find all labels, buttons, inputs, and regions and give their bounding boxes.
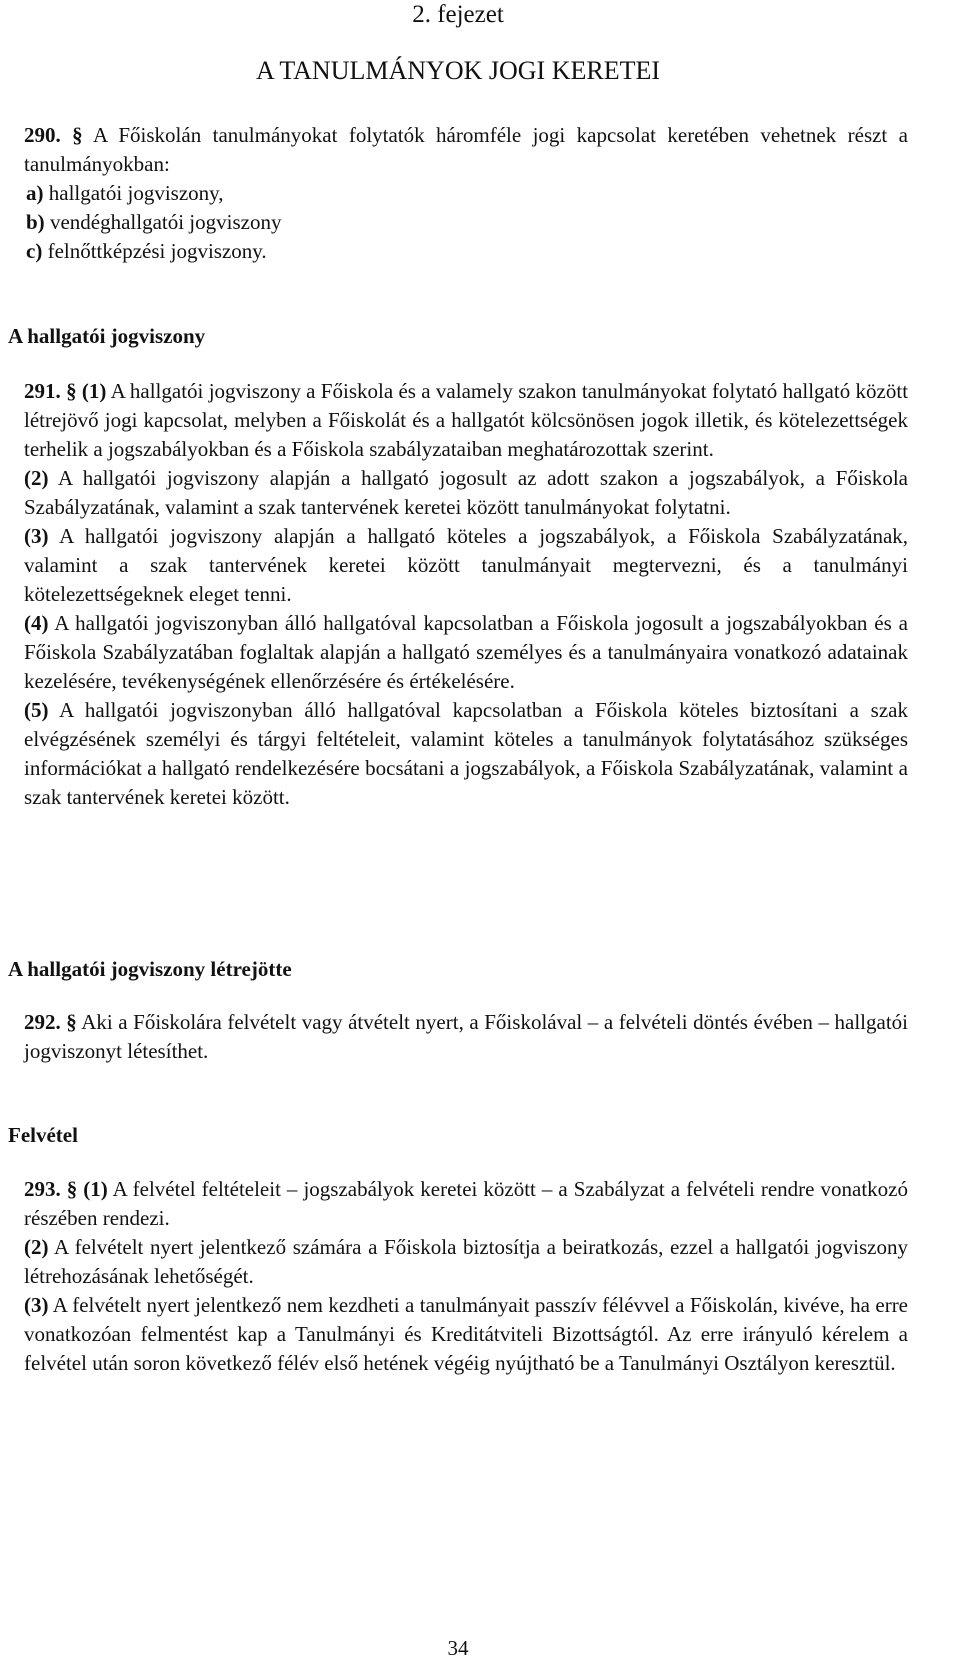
list-label: c)	[26, 239, 43, 263]
paragraph-text: A hallgatói jogviszonyban álló hallgatóval kapcsolatban a Főiskola köteles biztosítani a szak elvégzésének személyi és tárgyi feltételeit, valamint köteles a tanulmányok folytatásához szükséges információkat a hallgató rendelkezésére bocsátani a jogszabályok, a Főiskola Szabályzatának, valamint a szak tantervének keretei között.	[24, 698, 908, 809]
list-text: hallgatói jogviszony,	[48, 181, 224, 205]
paragraph-text: A hallgatói jogviszony alapján a hallgató köteles a jogszabályok, a Főiskola Szabályzatának, valamint a szak tantervének keretei között tanulmányait megtervezni, és a tanulmányi kötelezettségeknek eleget tenni.	[24, 524, 909, 606]
list-item	[8, 179, 908, 208]
paragraph	[8, 1233, 908, 1291]
chapter-label: 2. fejezet	[412, 1, 504, 28]
paragraph-number: (2)	[24, 1235, 49, 1259]
section-number: 290. §	[24, 123, 83, 147]
list-item	[8, 237, 908, 266]
section-292	[8, 1008, 908, 1066]
paragraph-text: A hallgatói jogviszonyban álló hallgatóval kapcsolatban a Főiskola jogosult a jogszabályokban és a Főiskola Szabályzatában foglaltak alapján a hallgató személyes és a tanulmányaira vonatkozó adatainak kezelésére, tevékenységének ellenőrzésére és értékelésére.	[24, 611, 909, 693]
section-291	[8, 377, 908, 812]
section-number: 292. §	[24, 1010, 77, 1034]
paragraph-number: (5)	[24, 698, 49, 722]
paragraph-number: (3)	[24, 1293, 49, 1317]
paragraph	[8, 696, 908, 812]
paragraph-text: A felvételt nyert jelentkező nem kezdheti a tanulmányait passzív félévvel a Főiskolán, kivéve, ha erre vonatkozóan felmentést kap a Tanulmányi és Kreditátviteli Bizottságtól. Az erre irányuló kérelem a felvétel után soron következő félév első hetének végéig nyújtható be a Tanulmányi Osztályon keresztül.	[24, 1293, 909, 1375]
paragraph-text: A hallgatói jogviszony alapján a hallgató jogosult az adott szakon a jogszabályok, a Főiskola Szabályzatának, valamint a szak tantervének keretei között tanulmányokat folytatni.	[24, 466, 909, 519]
list-label: a)	[26, 181, 44, 205]
heading-jogviszony-letrejotte: A hallgatói jogviszony létrejötte	[8, 957, 292, 981]
paragraph	[8, 1008, 908, 1066]
page-number: 34	[447, 1636, 469, 1660]
section-290-intro	[8, 121, 908, 179]
document-page	[8, 0, 908, 1670]
paragraph-number: (3)	[24, 524, 49, 548]
paragraph	[8, 1291, 908, 1378]
paragraph-text: A felvétel feltételeit – jogszabályok keretei között – a Szabályzat a felvételi rendre vonatkozó részében rendezi.	[24, 1177, 908, 1230]
paragraph-number: (1)	[81, 379, 107, 403]
paragraph-text: A hallgatói jogviszony a Főiskola és a valamely szakon tanulmányokat folytató hallgató között létrejövő jogi kapcsolat, melyben a Főiskolát és a hallgatót kölcsönösen jogok illetik, és kötelezettségek terhelik a jogszabályokban és a Főiskola szabályzataiban meghatározottak szerint.	[24, 379, 909, 461]
paragraph	[8, 1175, 908, 1233]
paragraph	[8, 464, 908, 522]
section-text: A Főiskolán tanulmányokat folytatók háromféle jogi kapcsolat keretében vehetnek részt a tanulmányokban:	[24, 123, 909, 176]
section-290	[8, 121, 908, 266]
paragraph-number: (1)	[83, 1177, 108, 1201]
section-number: 293. §	[24, 1177, 78, 1201]
list-text: felnőttképzési jogviszony.	[47, 239, 267, 263]
list-item	[8, 208, 908, 237]
paragraph	[8, 377, 908, 464]
list-label: b)	[26, 210, 45, 234]
section-number: 291. §	[24, 379, 77, 403]
heading-hallgatoi-jogviszony: A hallgatói jogviszony	[8, 324, 206, 348]
paragraph	[8, 609, 908, 696]
paragraph-text: Aki a Főiskolára felvételt vagy átvételt nyert, a Főiskolával – a felvételi döntés évében – hallgatói jogviszonyt létesíthet.	[24, 1010, 909, 1063]
section-293	[8, 1175, 908, 1378]
heading-felvetel: Felvétel	[8, 1123, 78, 1147]
paragraph	[8, 522, 908, 609]
paragraph-number: (2)	[24, 466, 49, 490]
paragraph-text: A felvételt nyert jelentkező számára a Főiskola biztosítja a beiratkozás, ezzel a hallgatói jogviszony létrehozásának lehetőségét.	[24, 1235, 909, 1288]
page-title: A TANULMÁNYOK JOGI KERETEI	[255, 56, 660, 85]
paragraph-number: (4)	[24, 611, 49, 635]
list-text: vendéghallgatói jogviszony	[49, 210, 282, 234]
